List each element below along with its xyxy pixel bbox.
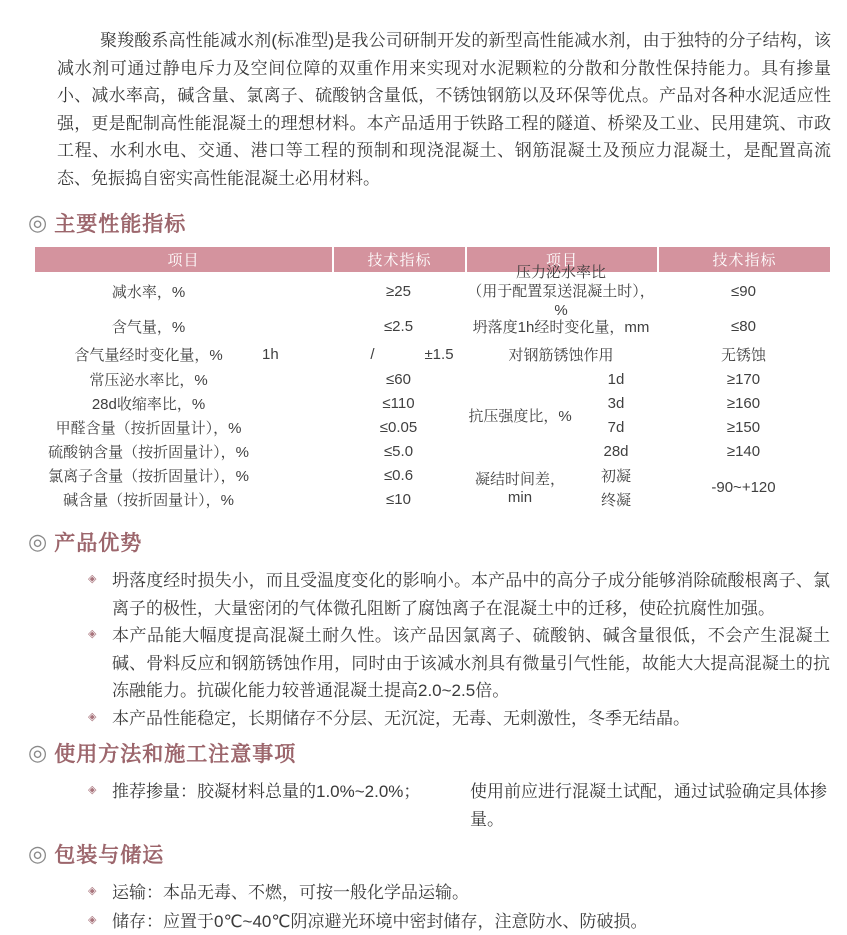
table-cell-item: 常压泌水率比，% [35,367,332,391]
table-header-indicator-left: 技术指标 [332,247,465,272]
datasheet-page [0,27,847,902]
table-cell-value: -90~+120 [657,463,830,511]
list-item [88,622,830,705]
table-header-item-left: 项目 [35,247,332,272]
table-header-indicator-right: 技术指标 [657,247,830,272]
diamond-bullet-icon: ◈ [88,908,112,926]
table-cell-age: 1d [575,367,657,391]
section-marker-icon: ◎ [28,212,47,234]
table-cell-item: 减水率，% [35,272,332,311]
advantage-text: 本产品能大幅度提高混凝土耐久性。该产品因氯离子、硫酸钠、碱含量很低，不会产生混凝土碱、骨料反应和钢筋锈蚀作用，同时由于该减水剂具有微量引气性能，故能大大提高混凝土的抗冻融能力。抗碳化能力较普通混凝土提高2.0~2.5倍。 [112,622,830,705]
pressure-bleeding-line1: 压力泌水率比 [516,263,606,282]
section-marker-icon: ◎ [28,843,47,865]
table-cell-value: ≤110 [332,391,465,415]
pressure-bleeding-line2: （用于配置泵送混凝土时），% [465,282,657,320]
table-cell-item [465,272,657,311]
packaging-section-title: 包装与储运 [54,839,164,869]
table-cell-item: 碱含量（按折固量计），% [35,487,332,511]
table-cell-item: 含气量，% [35,311,332,342]
table-cell-value [332,342,465,367]
table-cell-item: 硫酸钠含量（按折固量计），% [35,439,332,463]
diamond-bullet-icon: ◈ [88,622,112,640]
table-cell-value: ≤0.05 [332,415,465,439]
section-marker-icon: ◎ [28,742,47,764]
storage-text: 储存：应置于0℃~40℃阴凉避光环境中密封储存，注意防水、防破损。 [112,908,830,935]
advantage-text: 本产品性能稳定，长期储存不分层、无沉淀，无毒、无刺激性，冬季无结晶。 [112,705,830,733]
setting-final-label: 终凝 [575,487,657,511]
list-item [88,778,830,833]
performance-table [35,247,830,511]
intro-paragraph: 聚羧酸系高性能减水剂(标准型)是我公司研制开发的新型高性能减水剂，由于独特的分子结构，该减水剂可通过静电斥力及空间位障的双重作用来实现对水泥颗粒的分散和分散性保持能力。具有掺量小、减水率高，碱含量、氯离子、硫酸钠含量低，不锈蚀钢筋以及环保等优点。产品对各种水泥适应性强，更是配制高性能混凝土的理想材料。本产品适用于铁路工程的隧道、桥梁及工业、民用建筑、市政工程、水利水电、交通、港口等工程的预制和现浇混凝土、钢筋混凝土及预应力混凝土，是配置高流态、免振捣自密实高性能混凝土必用材料。 [57,27,831,192]
performance-section-title: 主要性能指标 [54,208,186,238]
table-cell-item: 氯离子含量（按折固量计），% [35,463,332,487]
section-advantages-header [28,527,847,557]
advantage-text: 坍落度经时损失小，而且受温度变化的影响小。本产品中的高分子成分能够消除硫酸根离子、氯离子的极性，大量密闭的气体微孔阻断了腐蚀离子在混凝土中的迁移，使砼抗腐性加强。 [112,567,830,622]
section-packaging-header [28,839,847,869]
table-cell-item: 对钢筋锈蚀作用 [465,342,657,367]
table-cell-item: 28d收缩率比，% [35,391,332,415]
transport-text: 运输：本品无毒、不燃，可按一般化学品运输。 [112,879,830,907]
table-cell-time-label: 1h [262,346,332,363]
diamond-bullet-icon: ◈ [88,567,112,585]
list-item [88,879,830,907]
packaging-bullet-list [88,879,830,935]
table-cell-value: ≤60 [332,367,465,391]
table-cell-value: ≤90 [657,272,830,311]
list-item [88,705,830,733]
table-cell-slash-value: / [332,346,413,363]
table-header-item-right: 项目 [465,247,657,272]
diamond-bullet-icon: ◈ [88,879,112,897]
table-cell-value: ≤2.5 [332,311,465,342]
table-cell-value: ≤10 [332,487,465,511]
section-usage-header [28,738,847,768]
advantages-section-title: 产品优势 [54,527,142,557]
table-cell-age: 3d [575,391,657,415]
usage-bullet-list [88,778,830,833]
table-cell-item: 甲醛含量（按折固量计），% [35,415,332,439]
diamond-bullet-icon: ◈ [88,705,112,723]
table-cell-value: ≤0.6 [332,463,465,487]
section-performance-header [28,208,847,238]
compressive-strength-group-label: 抗压强度比，% [465,367,575,463]
table-cell-value: ≥25 [332,272,465,311]
table-cell-age: 7d [575,415,657,439]
table-cell-value: ≥160 [657,391,830,415]
usage-section-title: 使用方法和施工注意事项 [54,738,296,768]
list-item [88,567,830,622]
table-cell-value: 无锈蚀 [657,342,830,367]
list-item [88,908,830,935]
diamond-bullet-icon: ◈ [88,778,112,796]
table-cell-value: ≥170 [657,367,830,391]
usage-text [112,778,830,833]
table-cell-value: ≤80 [657,311,830,342]
trial-mix-note: 使用前应进行混凝土试配，通过试验确定具体掺量。 [470,778,830,833]
table-cell-age: 28d [575,439,657,463]
table-cell-value: ≤5.0 [332,439,465,463]
table-cell-value: ≥140 [657,439,830,463]
setting-time-group-label: 凝结时间差，min [465,463,575,511]
table-cell-item [35,342,332,367]
table-cell-tolerance-value: ±1.5 [413,346,465,363]
advantages-bullet-list [88,567,830,732]
table-cell-item: 坍落度1h经时变化量，mm [465,311,657,342]
dosage-text: 推荐掺量：胶凝材料总量的1.0%~2.0%； [112,778,470,833]
table-cell-value: ≥150 [657,415,830,439]
section-marker-icon: ◎ [28,531,47,553]
setting-initial-label: 初凝 [575,463,657,487]
table-cell-item-label: 含气量经时变化量，% [35,344,262,365]
